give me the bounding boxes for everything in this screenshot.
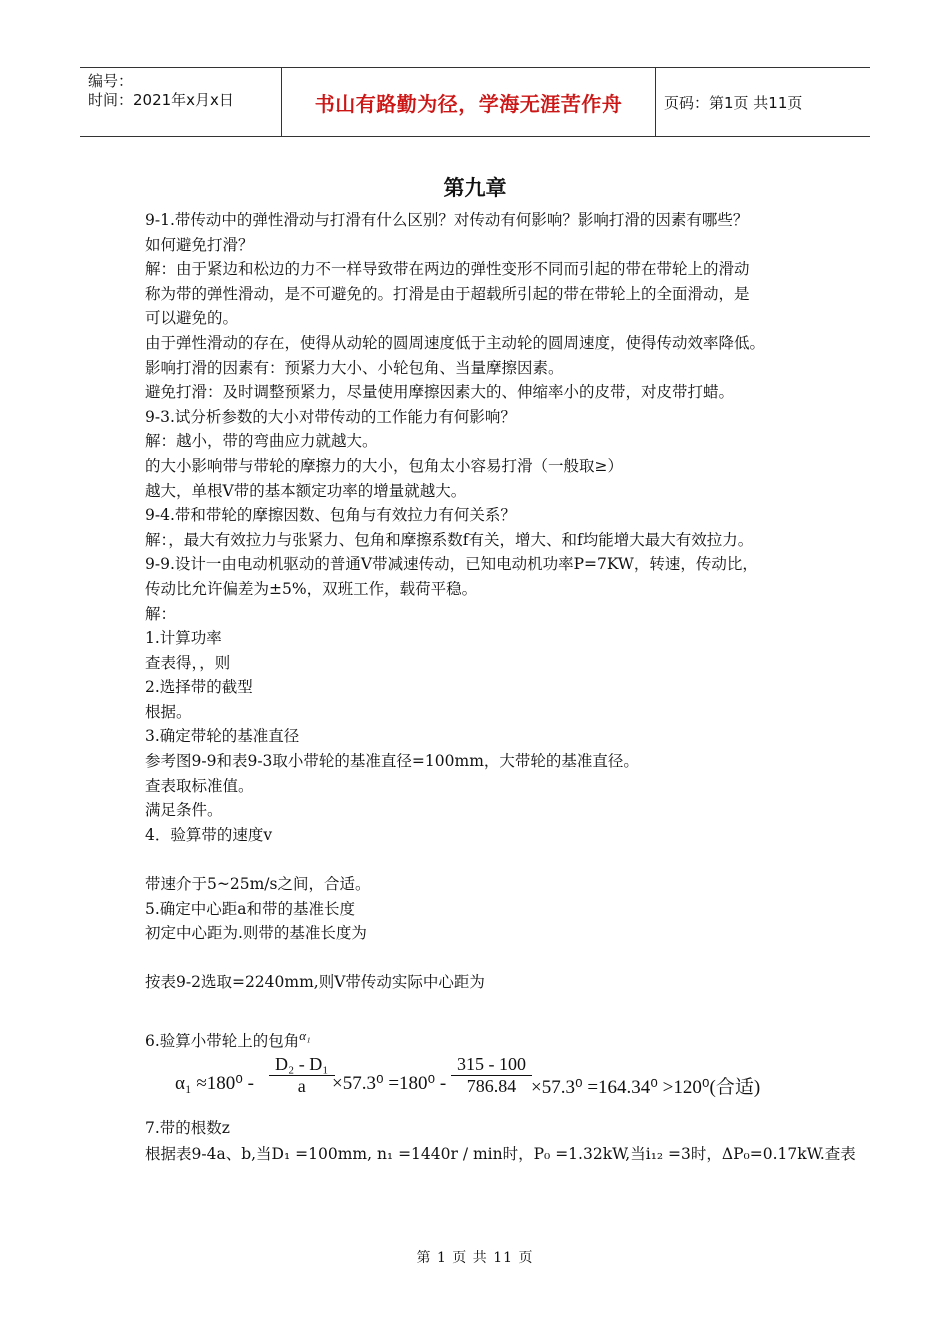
formula-left: α₁ ≈180⁰ - (175, 1073, 254, 1095)
text-line: 根据。 (145, 702, 192, 721)
alpha-symbol: α₁ (299, 1027, 311, 1043)
text-line: 查表得，，则 (145, 653, 231, 672)
text-line: 解： (145, 604, 177, 623)
motto: 书山有路勤为径，学海无涯苦作舟 (282, 68, 656, 136)
text-line: 按表9-2选取=2240mm,则V带传动实际中心距为 (145, 973, 485, 992)
blank-line (145, 946, 835, 971)
wrap-angle-heading: 6.验算小带轮上的包角 (145, 1031, 300, 1050)
text-line: 9-4.带和带轮的摩擦因数、包角与有效拉力有何关系？ (145, 506, 516, 525)
header-table (80, 67, 870, 137)
text-line: 越大，单根V带的基本额定功率的增量就越大。 (145, 481, 467, 500)
text-line: 传动比允许偏差为±5%，双班工作，载荷平稳。 (145, 579, 478, 598)
fraction-1-numerator: D₂ - D₁ (269, 1054, 335, 1076)
header-left-cell (80, 68, 282, 136)
text-line: 解：越小，带的弯曲应力就越大。 (145, 432, 378, 451)
text-line: 5.确定中心距a和带的基准长度 (145, 899, 356, 918)
fraction-2-denominator: 786.84 (466, 1076, 517, 1097)
text-line: 9-1.带传动中的弹性滑动与打滑有什么区别？对传动有何影响？影响打滑的因素有哪些？ (145, 211, 749, 229)
number-label: 编号： (88, 72, 134, 90)
text-line: 根据表9-4a、b,当D₁ =100mm, n₁ =1440r / min时，P₀ =1.32kW,当i₁₂ =3时，ΔP₀=0.17kW.查表 (145, 1144, 856, 1163)
page-info: 页码：第1页 共11页 (664, 93, 803, 112)
text-line: 9-3.试分析参数的大小对带传动的工作能力有何影响？ (145, 407, 516, 426)
text-line: 查表取标准值。 (145, 776, 254, 795)
formula-middle: ×57.3⁰ =180⁰ - (332, 1073, 447, 1095)
wrap-angle-formula (145, 1054, 835, 1116)
text-line: 称为带的弹性滑动，是不可避免的。打滑是由于超载所引起的带在带轮上的全面滑动，是 (145, 284, 750, 303)
date-label: 时间：2021年x月x日 (88, 91, 234, 109)
text-line: 的大小影响带与带轮的摩擦力的大小，包角太小容易打滑（一般取≥） (145, 456, 623, 475)
text-line: 1.计算功率 (145, 629, 222, 648)
text-line: 参考图9-9和表9-3取小带轮的基准直径=100mm，大带轮的基准直径。 (145, 752, 639, 771)
blank-line (145, 847, 835, 872)
text-line: 满足条件。 (145, 801, 223, 820)
fraction-1 (269, 1054, 335, 1097)
fraction-1-denominator: a (297, 1076, 306, 1097)
text-line: 避免打滑：及时调整预紧力，尽量使用摩擦因素大的、伸缩率小的皮带，对皮带打蜡。 (145, 383, 735, 402)
text-line: 7.带的根数z (145, 1119, 230, 1138)
text-line: 2.选择带的截型 (145, 678, 253, 697)
document-body (145, 208, 856, 1167)
text-line: 带速介于5~25m/s之间，合适。 (145, 875, 371, 894)
formula-right: ×57.3⁰ =164.34⁰ >120⁰(合适) (531, 1077, 761, 1099)
fraction-2 (451, 1054, 532, 1097)
text-line: 可以避免的。 (145, 309, 239, 328)
text-line: 影响打滑的因素有：预紧力大小、小轮包角、当量摩擦因素。 (145, 358, 564, 377)
text-line: 9-9.设计一由电动机驱动的普通V带减速传动，已知电动机功率P=7KW，转速，传动比， (145, 555, 758, 574)
text-line (145, 1024, 835, 1049)
text-line: 4．验算带的速度v (145, 825, 273, 844)
text-line: 解：由于紧边和松边的力不一样导致带在两边的弹性变形不同而引起的带在带轮上的滑动 (145, 260, 750, 279)
chapter-title: 第九章 (443, 176, 507, 200)
blank-line (145, 995, 835, 1020)
page-footer: 第 1 页 共 11 页 (416, 1250, 534, 1266)
text-line: 如何避免打滑？ (145, 235, 254, 254)
text-line: 由于弹性滑动的存在，使得从动轮的圆周速度低于主动轮的圆周速度，使得传动效率降低。 (145, 333, 766, 352)
text-line: 解：，最大有效拉力与张紧力、包角和摩擦系数f有关，增大、和f均能增大最大有效拉力。 (145, 530, 754, 549)
text-line: 3.确定带轮的基准直径 (145, 727, 300, 746)
text-line: 初定中心距为.则带的基准长度为 (145, 924, 367, 943)
fraction-2-numerator: 315 - 100 (451, 1054, 532, 1076)
